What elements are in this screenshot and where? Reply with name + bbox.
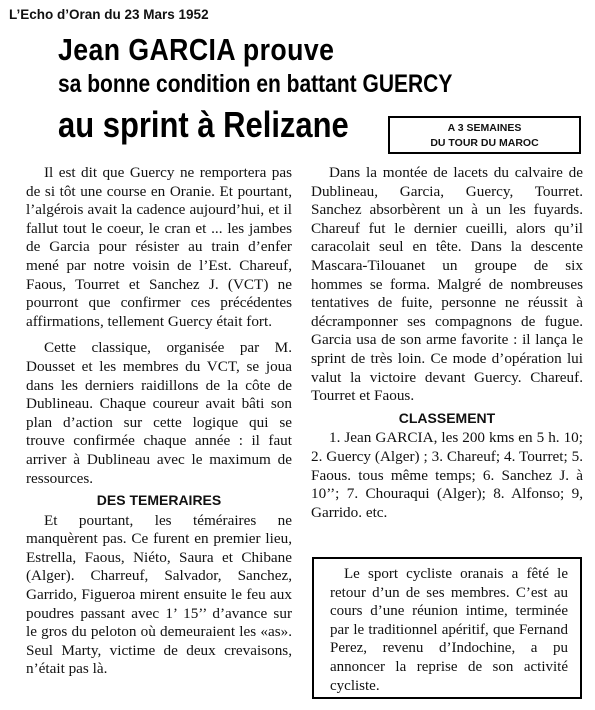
masthead: L’Echo d’Oran du 23 Mars 1952 [9, 7, 209, 22]
right-column [311, 164, 583, 522]
notice-text: Le sport cycliste oranais a fêté le retour d’un de ses membres. C’est au cours d’une réunion intime, terminée par le traditionnel apéritif, que Fernand Perez, revenu d’Indochine, a pu annoncer la reprise de son activité cycliste. [330, 566, 568, 694]
left-paragraph-2: Cette classique, organisée par M. Dousset et les membres du VCT, se joua dans les derniers raidillons de la côte de Dublineau. Chaque coureur avait bâti son plan d’action sur cette logique qui se trouve confirmée chaque année : il faut arriver à Dublineau avec le maximum de ressources. [26, 339, 292, 487]
left-paragraph-3: Et pourtant, les téméraires ne manquèrent pas. Ce furent en premier lieu, Estrella, Faous, Niéto, Saura et Chibane (Alger). Charreuf, Salvador, Sanchez, Garrido, Figueroa mirent ensuite le feu aux poudres passant avec 1’ 15’’ d’avance sur le gros du peloton où demeuraient les «as». Seul Marty, victime de deux crevaisons, n’était pas là. [26, 511, 292, 678]
headline-line-3: au sprint à Relizane [58, 104, 349, 145]
left-column [26, 164, 292, 679]
boxed-label-line-1: A 3 SEMAINES [447, 122, 522, 134]
boxed-label [388, 116, 581, 154]
subhead-classement: CLASSEMENT [398, 409, 496, 426]
right-paragraph-2: 1. Jean GARCIA, les 200 kms en 5 h. 10; 2. Guercy (Alger) ; 3. Chareuf; 4. Tourret; 5. Faous. tous même temps; 6. Sanchez J. à 10’’; 7. Chouraqui (Alger); 8. Alfonso; 9, Garrido. etc. [311, 429, 583, 521]
left-paragraph-1: Il est dit que Guercy ne remportera pas de si tôt une course en Oranie. Et pourtant, l’algérois avait la cadence aujourd’hui, et il fallut tout le coeur, le cran et ... les jambes de Garcia pour résister au train d’enfer mené par notre voisin de l’Est. Chareuf, Faous, Tourret et Sanchez J. (VCT) ne pourront que confirmer ces précédentes affirmations, tellement Guercy était fort. [26, 164, 292, 330]
boxed-label-line-2: DU TOUR DU MAROC [430, 137, 539, 149]
headline-line-1: Jean GARCIA prouve [58, 32, 335, 67]
subhead-temeraires: DES TEMERAIRES [96, 492, 222, 509]
notice-box [312, 557, 582, 699]
headline-line-2: sa bonne condition en battant GUERCY [58, 70, 453, 98]
right-paragraph-1: Dans la montée de lacets du calvaire de Dublineau, Garcia, Guercy, Tourret. Sanchez absorbèrent un à un les fuyards. Chareuf fut le dernier cueilli, alors qu’il caracolait seul en tête. Dans la descente Mascara-Tilouanet un groupe de six hommes se forma. Malgré de nombreuses tentatives de fuite, personne ne réussit à décramponner ses compagnons de fugue. Garcia usa de son arme favorite : il lança le sprint de très loin. Ce mode d’opération lui valut la victoire devant Guercy. Chareuf. Tourret et Faous. [311, 164, 583, 405]
